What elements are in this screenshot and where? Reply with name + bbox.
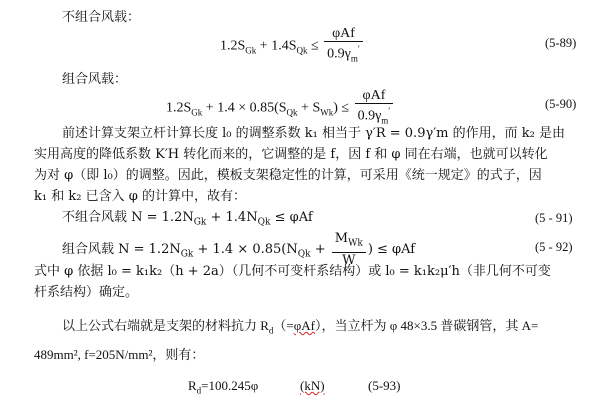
equation-5-92: 组合风载 $N = 1.2N_{Gk} + 1.4 \times 0.85(N_{Qk}$ + $\frac{M_{Wk}}{W}$ ) ≤ φAf	[62, 231, 416, 268]
paragraph-line: 杆系结构）确定。	[34, 285, 139, 300]
equation-label-5-93: (5-93)	[368, 378, 401, 393]
heading-no-wind: 不组合风载：	[62, 10, 141, 25]
paragraph-line: 489mm², f=205N/mm²，则有：	[34, 347, 205, 362]
heading-wind: 组合风载：	[62, 72, 128, 87]
equation-label-5-91: (5 - 91)	[535, 211, 573, 225]
equation-label-5-89: (5-89)	[545, 36, 577, 50]
paragraph-line: 实用高度的降低系数 K′H 转化而来的，它调整的是 f，因 f 和 φ 同在右端，也就可以转化	[34, 147, 548, 162]
fraction: $\frac{M_{Wk}}{W}$	[332, 231, 366, 268]
paragraph-line: 为对 φ（即 l₀）的调整。因此，模板支架稳定性的计算，可采用《统一规定》的式子，因	[34, 168, 542, 183]
equation-5-89: $1.2S_{Gk} + 1.4S_{Qk}$ ≤ $\frac{\text{φAf}}{0.9\gamma_m'}$	[220, 26, 365, 66]
fraction: $\frac{\text{φAf}}{0.9\gamma_m'}$	[324, 26, 363, 66]
squiggly-underlined-term: φAf	[293, 318, 315, 333]
equation-5-93: $R_d=100.245\varphi$	[188, 378, 259, 396]
unit-kn: (kN)	[300, 378, 325, 393]
paragraph-line: k₁ 和 k₂ 已含入 φ 的计算中，故有：	[34, 189, 246, 204]
fraction: $\frac{\text{φAf}}{0.9\gamma_m'}$	[355, 88, 394, 128]
equation-label-5-90: (5-90)	[545, 97, 577, 111]
equation-label-5-92: (5 - 92)	[535, 240, 573, 254]
equation-5-91: 不组合风载 $N = 1.2N_{Gk} + 1.4N_{Qk} \le \varphi Af$	[62, 210, 313, 228]
equation-5-90: $1.2S_{Gk} + 1.4 \times 0.85(S_{Qk} + S_{Wk})$ ≤ $\frac{\text{φAf}}{0.9\gamma_m'}$	[166, 88, 395, 128]
paragraph-line: 以上公式右端就是支架的材料抗力 $R_d(=\varphi Af)$，当立杆为 φ 48×3.5 普碳钢管，其 A=	[62, 318, 539, 336]
paragraph-line: 式中 φ 依据 l₀ = k₁k₂（h + 2a）（几何不可变杆系结构）或 l₀ = k₁k₂μ′h（非几何不可变	[34, 264, 551, 279]
paragraph-line: 前述计算支架立杆计算长度 l₀ 的调整系数 k₁ 相当于 γ′R = 0.9γ′m 的作用，而 k₂ 是由	[62, 126, 565, 141]
